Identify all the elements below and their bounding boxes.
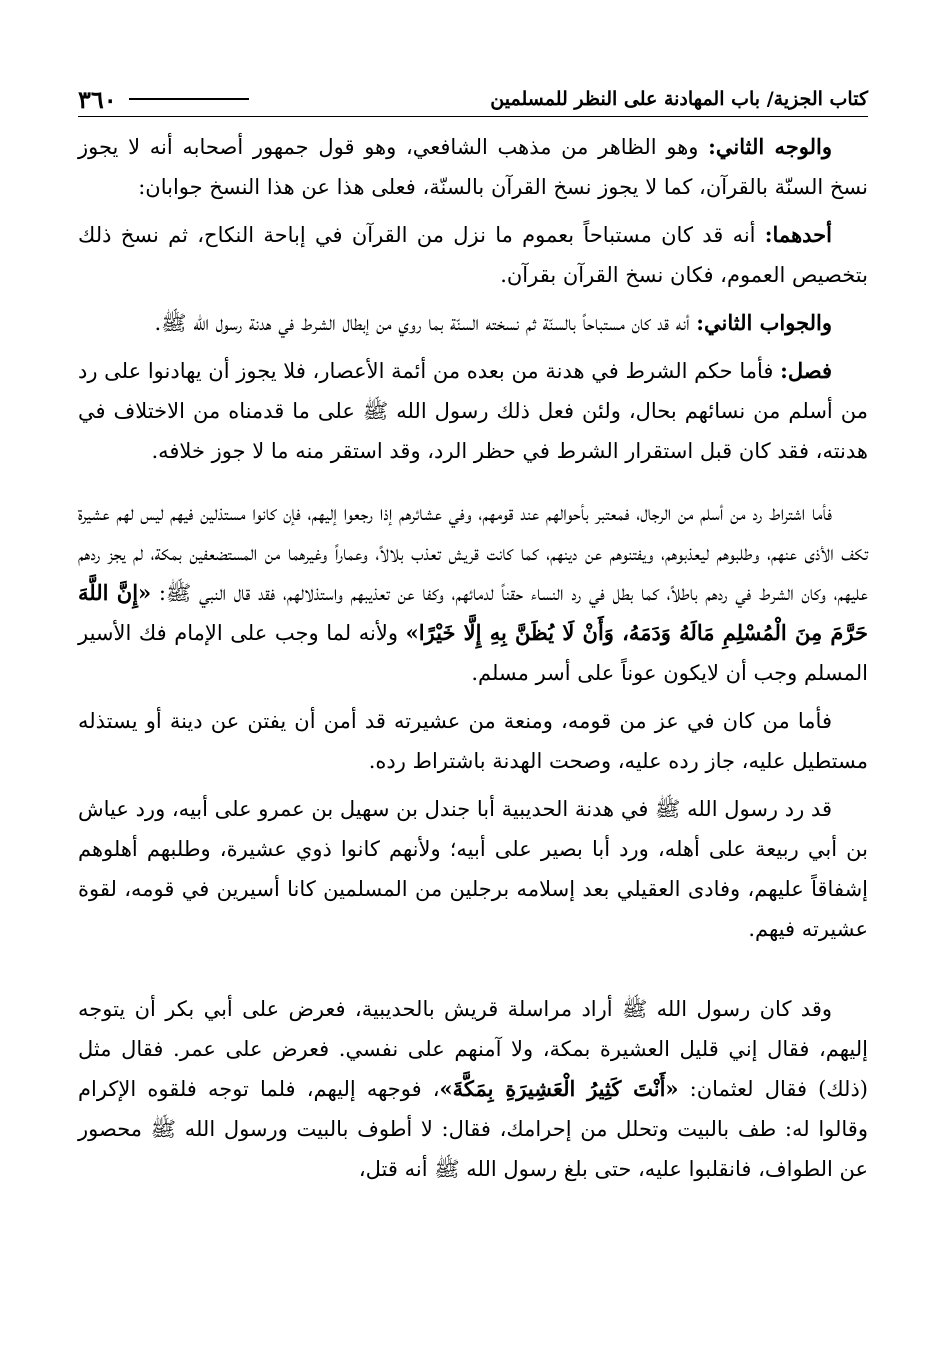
paragraph-text: ولأنه لما وجب على الإمام فك الأسير المسلم وجب أن لايكون عوناً على أسر مسلم. [78, 621, 868, 685]
hadith-quote: «أَنْتَ كَثِيرُ الْعَشِيرَةِ بِمَكَّةَ» [439, 1076, 679, 1101]
page-header [78, 84, 868, 117]
running-title: كتاب الجزية/ باب المهادنة على النظر للمسلمين [490, 88, 868, 110]
paragraph-first-answer [78, 215, 868, 295]
book-page [78, 84, 868, 1197]
header-rule [129, 98, 249, 100]
paragraph-second-answer [78, 303, 868, 343]
paragraph-section [78, 351, 868, 471]
paragraph-lead: والوجه الثاني: [708, 134, 832, 159]
paragraph-text: وهو الظاهر من مذهب الشافعي، وهو قول جمهور أصحابه أنه لا يجوز نسخ السنّة بالقرآن، كما لا يجوز نسخ القرآن بالسنّة، فعلى هذا عن هذا النسخ جوابان: [78, 135, 868, 199]
paragraph-text: أنه قد كان مستباحاً بعموم ما نزل من القرآن في إباحة النكاح، ثم نسخ ذلك بتخصيص العموم، فكان نسخ القرآن بقرآن. [78, 223, 868, 287]
paragraph-honored-men [78, 701, 868, 781]
paragraph-second-view [78, 127, 868, 207]
paragraph-text: وقد كان رسول الله ﷺ أراد مراسلة قريش بالحديبية، فعرض على أبي بكر أن يتوجه إليهم، فقال إني قليل العشيرة بمكة، ولا آمنهم على نفسي. فعرض على عمر. فقال مثل (ذلك) فقال لعثمان: [78, 997, 868, 1101]
header-number-group [78, 85, 249, 114]
paragraph-text: فأما اشتراط رد من أسلم من الرجال، فمعتبر بأحوالهم عند قومهم، وفي عشائرهم إذا رجعوا إليهم، فإن كانوا مستذلين فيهم ليس لهم عشيرة تكف الأذى عنهم، وطلبوهم ليعذبوهم، ويفتنوهم عن دينهم، كما كانت قريش تعذب بلالاً، وعماراً وغيرهما من المستضعفين بمكة، لم يجز ردهم عليهم، وكان الشرط في ردهم باطلاً، كما بطل في رد النساء حقناً لدمائهم، وكفا عن تعذيبهم واستذلالهم، فقد قال النبي ﷺ: [78, 501, 868, 605]
page-number: ٣٦٠ [78, 84, 117, 114]
paragraph-text: أنه قد كان مستباحاً بالسنّة ثم نسخته السنّة بما روي من إبطال الشرط في هدنة رسول الله ﷺ. [154, 311, 697, 335]
paragraph-lead: أحدهما: [764, 222, 832, 247]
hadith-quote: «إِنَّ اللَّهَ حَرَّمَ مِنَ الْمُسْلِمِ مَالَهُ وَدَمَهُ، وَأَنْ لَا يُظَنَّ بِهِ إِلَّا خَيْرًا» [78, 580, 868, 645]
paragraph-text: فأما من كان في عز من قومه، ومنعة من عشيرته قد أمن أن يفتن عن دينة أو يستذله مستطيل عليه، جاز رده عليه، وصحت الهدنة باشتراط رده. [78, 709, 868, 773]
paragraph-lead: فصل: [780, 358, 832, 383]
paragraph-lead: والجواب الثاني: [696, 310, 832, 335]
paragraph-hudaybiyyah [78, 789, 868, 949]
paragraph-text: قد رد رسول الله ﷺ في هدنة الحديبية أبا جندل بن سهيل بن عمرو على أبيه، ورد عياش بن أبي ربيعة على أهله، ورد أبا بصير على أبيه؛ ولأنهم كانوا ذوي عشيرة، وطلبهم أهلوهم إشفاقاً عليهم، وفادى العقيلي بعد إسلامه برجلين من المسلمين كانا أسيرين في قومه، لقوة عشيرته فيهم. [78, 797, 868, 941]
paragraph-text: فأما حكم الشرط في هدنة من بعده من أئمة الأعصار، فلا يجوز أن يهادنوا على رد من أسلم من نسائهم بحال، ولئن فعل ذلك رسول الله ﷺ على ما قدمناه من الاختلاف في هدنته، فقد كان قبل استقرار الشرط في حظر الرد، وقد استقر منه ما لا جوز خلافه. [78, 359, 868, 463]
paragraph-text: ، فوجهه إليهم، فلما توجه فلقوه الإكرام وقالوا له: طف بالبيت وتحلل من إحرامك، فقال: لا أطوف بالبيت ورسول الله ﷺ محصور عن الطواف، فانقلبوا عليه، حتى بلغ رسول الله ﷺ أنه قتل، [78, 1077, 868, 1181]
paragraph-uthman [78, 989, 868, 1189]
paragraph-men-condition [78, 493, 868, 693]
